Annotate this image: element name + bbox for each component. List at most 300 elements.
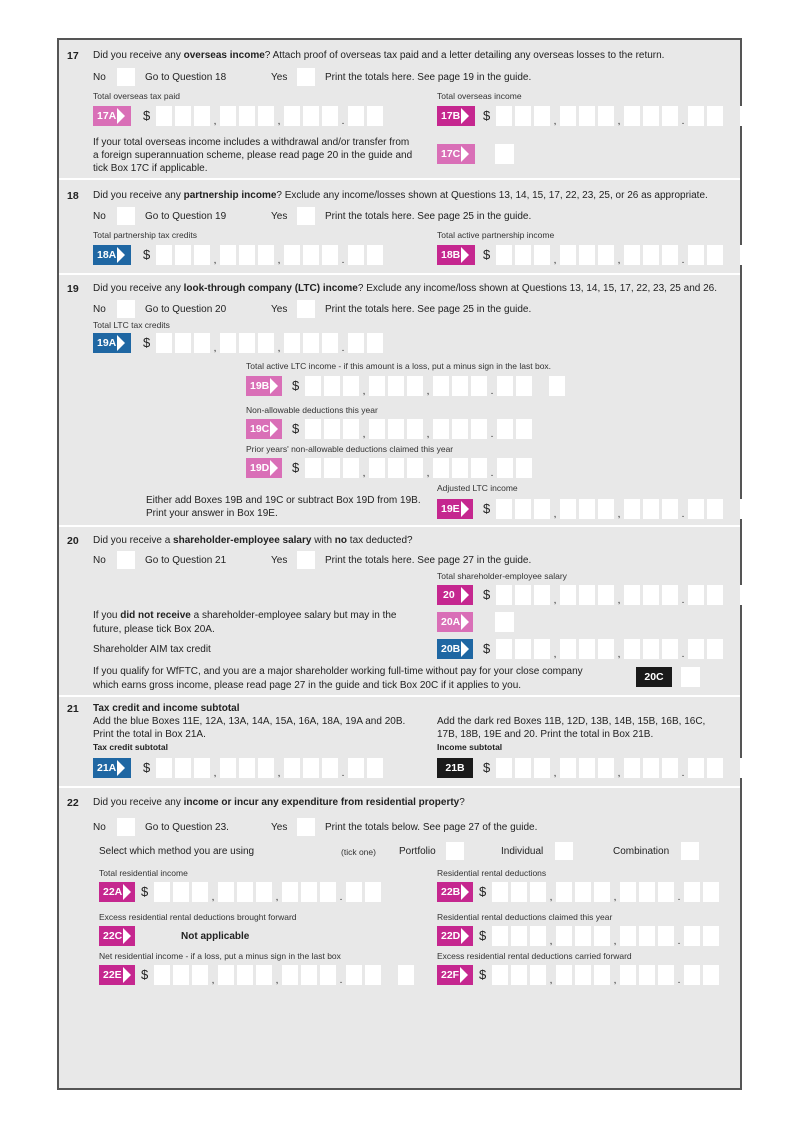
thousands-separator: , xyxy=(362,468,366,479)
digit-cell[interactable] xyxy=(511,882,527,902)
digit-cell[interactable] xyxy=(492,882,508,902)
amount-input-19b[interactable] xyxy=(305,376,568,396)
digit-cell[interactable] xyxy=(620,882,636,902)
digit-cell[interactable] xyxy=(497,376,513,396)
digit-cell[interactable] xyxy=(662,585,678,605)
digit-cell[interactable] xyxy=(534,106,550,126)
digit-cell[interactable] xyxy=(156,245,172,265)
digit-cell[interactable] xyxy=(322,106,338,126)
digit-cell[interactable] xyxy=(579,585,595,605)
thousands-separator: , xyxy=(617,768,621,779)
checkbox-17c[interactable] xyxy=(495,144,514,164)
question-text: Did you receive any overseas income? Attach proof of overseas tax paid and a letter detailing any overseas losses to the return. xyxy=(93,50,665,61)
digit-cell[interactable] xyxy=(598,499,614,519)
box-code-19d: 19D xyxy=(246,458,282,478)
digit-cell[interactable] xyxy=(303,758,319,778)
digit-cell[interactable] xyxy=(324,419,340,439)
digit-cell[interactable] xyxy=(579,106,595,126)
field-label-18b: Total active partnership income xyxy=(437,230,555,240)
digit-cell[interactable] xyxy=(516,419,532,439)
digit-cell[interactable] xyxy=(492,926,508,946)
amount-input-22d[interactable] xyxy=(492,926,722,946)
digit-cell[interactable] xyxy=(239,106,255,126)
digit-cell[interactable] xyxy=(324,458,340,478)
sign-cell[interactable] xyxy=(740,499,756,519)
digit-cell[interactable] xyxy=(256,965,272,985)
arrow-right-icon xyxy=(461,884,469,900)
yes-checkbox[interactable] xyxy=(297,207,315,225)
digit-cell[interactable] xyxy=(154,882,170,902)
amount-input-19c[interactable] xyxy=(305,419,535,439)
dollar-sign: $ xyxy=(483,587,491,602)
sign-cell[interactable] xyxy=(740,585,756,605)
instruction-21b-line2: 17B, 18B, 19E and 20. Print the total in Box 21B. xyxy=(437,729,654,740)
amount-input-20[interactable] xyxy=(496,585,759,605)
instruction-19e-line2: Print your answer in Box 19E. xyxy=(146,508,278,519)
digit-cell[interactable] xyxy=(515,106,531,126)
digit-cell[interactable] xyxy=(237,965,253,985)
digit-cell[interactable] xyxy=(707,758,723,778)
question-number: 21 xyxy=(67,703,79,715)
digit-cell[interactable] xyxy=(284,333,300,353)
digit-cell[interactable] xyxy=(194,245,210,265)
digit-cell[interactable] xyxy=(643,758,659,778)
digit-cell[interactable] xyxy=(322,333,338,353)
field-label-22e: Net residential income - if a loss, put a minus sign in the last box xyxy=(99,951,341,961)
digit-cell[interactable] xyxy=(643,639,659,659)
digit-cell[interactable] xyxy=(156,106,172,126)
digit-cell[interactable] xyxy=(579,499,595,519)
digit-cell[interactable] xyxy=(343,376,359,396)
digit-cell[interactable] xyxy=(365,882,381,902)
digit-cell[interactable] xyxy=(175,245,191,265)
digit-cell[interactable] xyxy=(511,965,527,985)
digit-cell[interactable] xyxy=(497,419,513,439)
digit-cell[interactable] xyxy=(367,106,383,126)
digit-cell[interactable] xyxy=(560,585,576,605)
digit-cell[interactable] xyxy=(703,882,719,902)
yes-checkbox[interactable] xyxy=(297,300,315,318)
digit-cell[interactable] xyxy=(598,758,614,778)
digit-cell[interactable] xyxy=(556,926,572,946)
digit-cell[interactable] xyxy=(658,965,674,985)
no-checkbox[interactable] xyxy=(117,818,135,836)
digit-cell[interactable] xyxy=(492,965,508,985)
digit-cell[interactable] xyxy=(452,458,468,478)
digit-cell[interactable] xyxy=(707,639,723,659)
sign-cell[interactable] xyxy=(549,376,565,396)
thousands-separator: , xyxy=(617,116,621,127)
digit-cell[interactable] xyxy=(688,245,704,265)
digit-cell[interactable] xyxy=(301,965,317,985)
digit-cell[interactable] xyxy=(433,376,449,396)
digit-cell[interactable] xyxy=(624,499,640,519)
digit-cell[interactable] xyxy=(388,458,404,478)
thousands-separator: , xyxy=(275,892,279,903)
digit-cell[interactable] xyxy=(471,419,487,439)
digit-cell[interactable] xyxy=(662,499,678,519)
field-label-22b: Residential rental deductions xyxy=(437,868,547,878)
arrow-right-icon xyxy=(461,928,469,944)
digit-cell[interactable] xyxy=(239,245,255,265)
box-code-18b: 18B xyxy=(437,245,475,265)
digit-cell[interactable] xyxy=(575,965,591,985)
amount-input-20b[interactable] xyxy=(496,639,726,659)
digit-cell[interactable] xyxy=(348,245,364,265)
digit-cell[interactable] xyxy=(662,758,678,778)
digit-cell[interactable] xyxy=(707,499,723,519)
digit-cell[interactable] xyxy=(639,882,655,902)
no-checkbox[interactable] xyxy=(117,68,135,86)
box-code-22a: 22A xyxy=(99,882,135,902)
digit-cell[interactable] xyxy=(534,585,550,605)
checkbox-20c[interactable] xyxy=(681,667,700,687)
checkbox-20a[interactable] xyxy=(495,612,514,632)
question-number: 22 xyxy=(67,797,79,809)
digit-cell[interactable] xyxy=(452,376,468,396)
digit-cell[interactable] xyxy=(194,333,210,353)
digit-cell[interactable] xyxy=(320,965,336,985)
digit-cell[interactable] xyxy=(369,419,385,439)
amount-input-22e[interactable] xyxy=(154,965,417,985)
amount-input-19e[interactable] xyxy=(496,499,759,519)
digit-cell[interactable] xyxy=(534,245,550,265)
digit-cell[interactable] xyxy=(598,639,614,659)
thousands-separator: , xyxy=(553,595,557,606)
dollar-sign: $ xyxy=(292,421,300,436)
digit-cell[interactable] xyxy=(303,333,319,353)
question-text: Did you receive a shareholder-employee salary with no tax deducted? xyxy=(93,535,413,546)
digit-cell[interactable] xyxy=(707,585,723,605)
digit-cell[interactable] xyxy=(598,585,614,605)
yes-checkbox[interactable] xyxy=(297,551,315,569)
digit-cell[interactable] xyxy=(239,758,255,778)
question-number: 18 xyxy=(67,190,79,202)
no-checkbox[interactable] xyxy=(117,207,135,225)
dollar-sign: $ xyxy=(143,108,151,123)
arrow-right-icon xyxy=(460,967,468,983)
instruction-20c-line2: which earns gross income, please read page 27 in the guide and tick Box 20C if it applies to you. xyxy=(93,680,522,691)
digit-cell[interactable] xyxy=(658,882,674,902)
digit-cell[interactable] xyxy=(688,758,704,778)
digit-cell[interactable] xyxy=(658,926,674,946)
digit-cell[interactable] xyxy=(239,333,255,353)
sign-cell[interactable] xyxy=(740,758,756,778)
amount-input-18a[interactable] xyxy=(156,245,386,265)
digit-cell[interactable] xyxy=(496,499,512,519)
digit-cell[interactable] xyxy=(515,245,531,265)
not-applicable-text: Not applicable xyxy=(181,931,250,942)
digit-cell[interactable] xyxy=(256,882,272,902)
individual-checkbox[interactable] xyxy=(555,842,573,860)
digit-cell[interactable] xyxy=(511,926,527,946)
thousands-separator: , xyxy=(277,343,281,354)
digit-cell[interactable] xyxy=(220,245,236,265)
combination-checkbox[interactable] xyxy=(681,842,699,860)
digit-cell[interactable] xyxy=(516,458,532,478)
digit-cell[interactable] xyxy=(258,758,274,778)
question-number: 20 xyxy=(67,535,79,547)
digit-cell[interactable] xyxy=(579,245,595,265)
digit-cell[interactable] xyxy=(703,926,719,946)
digit-cell[interactable] xyxy=(639,926,655,946)
amount-input-17b[interactable] xyxy=(496,106,759,126)
thousands-separator: , xyxy=(553,116,557,127)
digit-cell[interactable] xyxy=(175,333,191,353)
digit-cell[interactable] xyxy=(348,758,364,778)
digit-cell[interactable] xyxy=(688,499,704,519)
digit-cell[interactable] xyxy=(624,639,640,659)
digit-cell[interactable] xyxy=(282,882,298,902)
digit-cell[interactable] xyxy=(192,965,208,985)
digit-cell[interactable] xyxy=(220,758,236,778)
arrow-right-icon xyxy=(461,146,469,162)
divider xyxy=(59,525,740,527)
digit-cell[interactable] xyxy=(662,639,678,659)
no-label: No xyxy=(93,72,106,83)
digit-cell[interactable] xyxy=(556,965,572,985)
digit-cell[interactable] xyxy=(282,965,298,985)
decimal-point: . xyxy=(677,975,681,986)
thousands-separator: , xyxy=(549,892,553,903)
digit-cell[interactable] xyxy=(560,106,576,126)
digit-cell[interactable] xyxy=(620,926,636,946)
digit-cell[interactable] xyxy=(620,965,636,985)
digit-cell[interactable] xyxy=(305,376,321,396)
digit-cell[interactable] xyxy=(534,758,550,778)
digit-cell[interactable] xyxy=(643,106,659,126)
no-hint: Go to Question 20 xyxy=(145,304,227,315)
digit-cell[interactable] xyxy=(343,458,359,478)
arrow-right-icon xyxy=(117,247,125,263)
amount-input-21b[interactable] xyxy=(496,758,759,778)
field-label-20: Total shareholder-employee salary xyxy=(437,571,567,581)
thousands-separator: , xyxy=(613,936,617,947)
digit-cell[interactable] xyxy=(560,639,576,659)
digit-cell[interactable] xyxy=(388,376,404,396)
no-checkbox[interactable] xyxy=(117,300,135,318)
digit-cell[interactable] xyxy=(707,106,723,126)
digit-cell[interactable] xyxy=(594,926,610,946)
digit-cell[interactable] xyxy=(598,245,614,265)
digit-cell[interactable] xyxy=(346,965,362,985)
digit-cell[interactable] xyxy=(173,882,189,902)
arrow-right-icon xyxy=(117,760,125,776)
digit-cell[interactable] xyxy=(220,106,236,126)
digit-cell[interactable] xyxy=(496,585,512,605)
amount-input-19d[interactable] xyxy=(305,458,535,478)
digit-cell[interactable] xyxy=(322,758,338,778)
thousands-separator: , xyxy=(213,343,217,354)
digit-cell[interactable] xyxy=(684,882,700,902)
digit-cell[interactable] xyxy=(515,758,531,778)
digit-cell[interactable] xyxy=(496,106,512,126)
box-code-19c: 19C xyxy=(246,419,282,439)
yes-checkbox[interactable] xyxy=(297,68,315,86)
digit-cell[interactable] xyxy=(284,245,300,265)
digit-cell[interactable] xyxy=(237,882,253,902)
digit-cell[interactable] xyxy=(192,882,208,902)
digit-cell[interactable] xyxy=(560,758,576,778)
digit-cell[interactable] xyxy=(433,419,449,439)
digit-cell[interactable] xyxy=(575,882,591,902)
dollar-sign: $ xyxy=(292,378,300,393)
digit-cell[interactable] xyxy=(367,758,383,778)
digit-cell[interactable] xyxy=(407,458,423,478)
digit-cell[interactable] xyxy=(688,639,704,659)
digit-cell[interactable] xyxy=(496,758,512,778)
digit-cell[interactable] xyxy=(407,376,423,396)
digit-cell[interactable] xyxy=(320,882,336,902)
no-label: No xyxy=(93,211,106,222)
digit-cell[interactable] xyxy=(365,965,381,985)
digit-cell[interactable] xyxy=(471,376,487,396)
digit-cell[interactable] xyxy=(369,376,385,396)
digit-cell[interactable] xyxy=(703,965,719,985)
digit-cell[interactable] xyxy=(303,106,319,126)
digit-cell[interactable] xyxy=(515,585,531,605)
amount-input-22a[interactable] xyxy=(154,882,384,902)
arrow-right-icon xyxy=(123,967,131,983)
divider xyxy=(59,273,740,275)
digit-cell[interactable] xyxy=(560,245,576,265)
yes-hint: Print the totals here. See page 25 in the guide. xyxy=(325,211,532,222)
digit-cell[interactable] xyxy=(258,245,274,265)
digit-cell[interactable] xyxy=(301,882,317,902)
digit-cell[interactable] xyxy=(662,245,678,265)
amount-input-17a[interactable] xyxy=(156,106,386,126)
digit-cell[interactable] xyxy=(594,965,610,985)
digit-cell[interactable] xyxy=(471,458,487,478)
digit-cell[interactable] xyxy=(322,245,338,265)
digit-cell[interactable] xyxy=(643,245,659,265)
digit-cell[interactable] xyxy=(530,965,546,985)
digit-cell[interactable] xyxy=(346,882,362,902)
sign-cell[interactable] xyxy=(398,965,414,985)
digit-cell[interactable] xyxy=(220,333,236,353)
arrow-right-icon xyxy=(270,421,278,437)
thousands-separator: , xyxy=(426,429,430,440)
digit-cell[interactable] xyxy=(624,245,640,265)
digit-cell[interactable] xyxy=(284,758,300,778)
digit-cell[interactable] xyxy=(496,245,512,265)
digit-cell[interactable] xyxy=(284,106,300,126)
digit-cell[interactable] xyxy=(530,926,546,946)
field-label-17a: Total overseas tax paid xyxy=(93,91,180,101)
digit-cell[interactable] xyxy=(194,758,210,778)
digit-cell[interactable] xyxy=(407,419,423,439)
digit-cell[interactable] xyxy=(218,882,234,902)
arrow-right-icon xyxy=(461,108,469,124)
digit-cell[interactable] xyxy=(367,333,383,353)
digit-cell[interactable] xyxy=(175,106,191,126)
digit-cell[interactable] xyxy=(497,458,513,478)
amount-input-19a[interactable] xyxy=(156,333,386,353)
digit-cell[interactable] xyxy=(433,458,449,478)
digit-cell[interactable] xyxy=(156,333,172,353)
digit-cell[interactable] xyxy=(688,106,704,126)
digit-cell[interactable] xyxy=(624,758,640,778)
decimal-point: . xyxy=(341,116,345,127)
no-checkbox[interactable] xyxy=(117,551,135,569)
sign-cell[interactable] xyxy=(740,245,756,265)
digit-cell[interactable] xyxy=(369,458,385,478)
digit-cell[interactable] xyxy=(515,499,531,519)
digit-cell[interactable] xyxy=(643,585,659,605)
digit-cell[interactable] xyxy=(452,419,468,439)
digit-cell[interactable] xyxy=(560,499,576,519)
digit-cell[interactable] xyxy=(556,882,572,902)
digit-cell[interactable] xyxy=(579,639,595,659)
digit-cell[interactable] xyxy=(305,458,321,478)
digit-cell[interactable] xyxy=(173,965,189,985)
divider xyxy=(59,695,740,697)
digit-cell[interactable] xyxy=(688,585,704,605)
thousands-separator: , xyxy=(426,386,430,397)
digit-cell[interactable] xyxy=(175,758,191,778)
digit-cell[interactable] xyxy=(515,639,531,659)
digit-cell[interactable] xyxy=(496,639,512,659)
digit-cell[interactable] xyxy=(684,965,700,985)
digit-cell[interactable] xyxy=(662,106,678,126)
amount-input-21a[interactable] xyxy=(156,758,386,778)
digit-cell[interactable] xyxy=(305,419,321,439)
digit-cell[interactable] xyxy=(598,106,614,126)
digit-cell[interactable] xyxy=(624,585,640,605)
digit-cell[interactable] xyxy=(258,333,274,353)
decimal-point: . xyxy=(681,255,685,266)
digit-cell[interactable] xyxy=(194,106,210,126)
digit-cell[interactable] xyxy=(258,106,274,126)
amount-input-22b[interactable] xyxy=(492,882,722,902)
digit-cell[interactable] xyxy=(348,106,364,126)
digit-cell[interactable] xyxy=(530,882,546,902)
digit-cell[interactable] xyxy=(388,419,404,439)
digit-cell[interactable] xyxy=(643,499,659,519)
portfolio-checkbox[interactable] xyxy=(446,842,464,860)
digit-cell[interactable] xyxy=(348,333,364,353)
digit-cell[interactable] xyxy=(639,965,655,985)
digit-cell[interactable] xyxy=(154,965,170,985)
dollar-sign: $ xyxy=(141,967,149,982)
form-panel xyxy=(57,38,742,1090)
digit-cell[interactable] xyxy=(575,926,591,946)
digit-cell[interactable] xyxy=(324,376,340,396)
digit-cell[interactable] xyxy=(579,758,595,778)
amount-input-22f[interactable] xyxy=(492,965,722,985)
decimal-point: . xyxy=(490,468,494,479)
digit-cell[interactable] xyxy=(367,245,383,265)
digit-cell[interactable] xyxy=(303,245,319,265)
digit-cell[interactable] xyxy=(218,965,234,985)
digit-cell[interactable] xyxy=(516,376,532,396)
amount-input-18b[interactable] xyxy=(496,245,759,265)
thousands-separator: , xyxy=(211,892,215,903)
box-code-22e: 22E xyxy=(99,965,135,985)
digit-cell[interactable] xyxy=(156,758,172,778)
digit-cell[interactable] xyxy=(594,882,610,902)
sign-cell[interactable] xyxy=(740,106,756,126)
digit-cell[interactable] xyxy=(534,639,550,659)
digit-cell[interactable] xyxy=(343,419,359,439)
digit-cell[interactable] xyxy=(684,926,700,946)
digit-cell[interactable] xyxy=(534,499,550,519)
digit-cell[interactable] xyxy=(624,106,640,126)
field-label-21a: Tax credit subtotal xyxy=(93,742,168,752)
digit-cell[interactable] xyxy=(707,245,723,265)
yes-checkbox[interactable] xyxy=(297,818,315,836)
thousands-separator: , xyxy=(553,649,557,660)
